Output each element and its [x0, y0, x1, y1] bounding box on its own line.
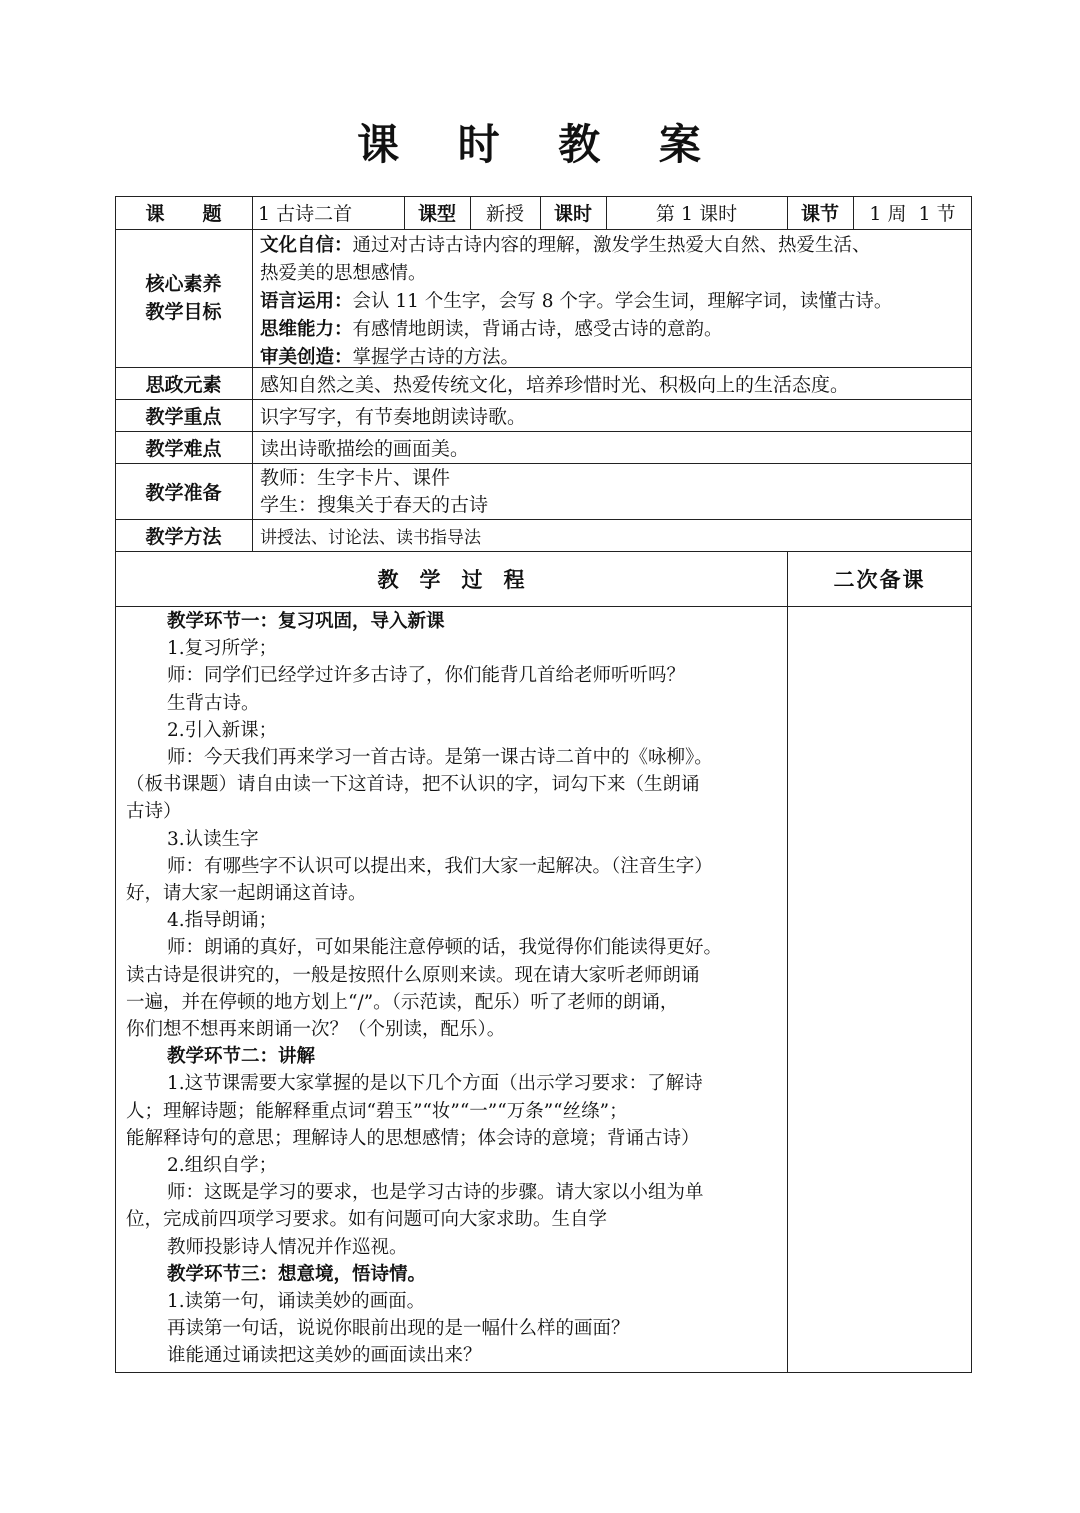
difficulty-label: 教学难点 [145, 437, 222, 460]
process-line: 生背古诗。 [167, 692, 260, 714]
process-body [126, 608, 786, 1370]
period-label: 课时 [553, 203, 592, 225]
process-line: 1.这节课需要大家掌握的是以下几个方面（出示学习要求：了解诗 [167, 1073, 703, 1095]
process-header: 教 学 过 程 [377, 567, 525, 592]
section-label: 课节 [800, 203, 839, 225]
process-line: 1.读第一句，诵读美妙的画面。 [167, 1291, 426, 1313]
topic-value: 1 古诗二首 [258, 203, 353, 225]
core-goals-label [115, 229, 252, 367]
core-goals-label-line1: 核心素养 [145, 273, 222, 295]
row-divider [115, 606, 972, 607]
core-goals-label-line2: 教学目标 [145, 301, 222, 323]
goal-key: 思维能力： [260, 319, 353, 340]
goal-key: 审美创造： [260, 347, 353, 368]
process-line: 师：这既是学习的要求，也是学习古诗的步骤。请大家以小组为单 [167, 1182, 704, 1204]
process-section-heading: 教学环节三：想意境，悟诗情。 [167, 1263, 427, 1285]
process-line: 古诗） [126, 801, 182, 823]
process-line: 1.复习所学； [167, 638, 278, 660]
process-line: 师：同学们已经学过许多古诗了，你们能背几首给老师听听吗？ [167, 665, 686, 687]
process-section-heading: 教学环节一：复习巩固，导入新课 [167, 611, 445, 632]
process-line: 教师投影诗人情况并作巡视。 [167, 1236, 408, 1258]
process-line: 师：今天我们再来学习一首古诗。是第一课古诗二首中的《咏柳》。 [167, 747, 713, 769]
process-line: 谁能通过诵读把这美妙的画面读出来？ [167, 1345, 482, 1367]
process-line: 2.组织自学； [167, 1155, 278, 1177]
process-line: 师：有哪些字不认识可以提出来，我们大家一起解决。（注音生字） [167, 855, 713, 877]
goal-text: 掌握学古诗的方法。 [352, 347, 520, 368]
goal-item [260, 288, 972, 316]
process-line: 你们想不想再来朗诵一次？（个别读，配乐）。 [126, 1019, 506, 1041]
process-line: 再读第一句话，说说你眼前出现的是一幅什么样的画面？ [167, 1318, 630, 1340]
ideology-value: 感知自然之美、热爱传统文化，培养珍惜时光、积极向上的生活态度。 [260, 373, 850, 396]
period-value: 第 1 课时 [655, 203, 738, 225]
column-divider [252, 196, 253, 551]
key-point-label: 教学重点 [145, 405, 222, 428]
goal-text: 通过对古诗古诗内容的理解，激发学生热爱大自然、热爱生活、 [352, 235, 871, 256]
goal-key: 文化自信： [260, 235, 353, 256]
process-line: 位，完成前四项学习要求。如有问题可向大家求助。生自学 [126, 1209, 608, 1231]
section-value: 1 周 1 节 [869, 203, 956, 225]
notes-column[interactable] [789, 608, 970, 1371]
type-value: 新授 [485, 203, 524, 225]
method-label: 教学方法 [145, 525, 222, 548]
goal-item [260, 232, 972, 260]
ideology-label: 思政元素 [145, 373, 222, 396]
process-line: 能解释诗句的意思；理解诗人的思想感情；体会诗的意境；背诵古诗） [126, 1127, 700, 1149]
process-line: 好，请大家一起朗诵这首诗。 [126, 883, 367, 905]
goal-item-continued: 热爱美的思想感情。 [260, 263, 427, 284]
preparation-label: 教学准备 [145, 481, 222, 504]
preparation-teacher: 教师：生字卡片、课件 [260, 467, 451, 489]
process-line: 2.引入新课； [167, 719, 278, 741]
process-line: 读古诗是很讲究的，一般是按照什么原则来读。现在请大家听老师朗诵 [126, 964, 700, 986]
process-line: 一遍，并在停顿的地方划上“/”。（示范读，配乐）听了老师的朗诵， [126, 991, 679, 1013]
difficulty-value: 读出诗歌描绘的画面美。 [260, 437, 470, 460]
goal-key: 语言运用： [260, 291, 353, 312]
goal-text: 会认 11 个生字，会写 8 个字。学会生词，理解字词，读懂古诗。 [352, 291, 893, 312]
process-line: 师：朗诵的真好，可如果能注意停顿的话，我觉得你们能读得更好。 [167, 937, 723, 959]
goal-text: 有感情地朗读，背诵古诗，感受古诗的意韵。 [352, 319, 723, 340]
core-goals-list [260, 232, 972, 372]
topic-label: 课 题 [145, 203, 222, 225]
column-divider [787, 551, 788, 1373]
process-line: 人；理解诗题；能解释重点词“碧玉”“妆”“一”“万条”“丝绦”； [126, 1100, 628, 1122]
process-section-heading: 教学环节二：讲解 [167, 1046, 316, 1068]
process-line: 3.认读生字 [167, 828, 259, 850]
key-point-value: 识字写字，有节奏地朗读诗歌。 [260, 405, 527, 428]
type-label: 课型 [417, 203, 456, 225]
preparation-student: 学生：搜集关于春天的古诗 [260, 494, 489, 516]
method-value: 讲授法、讨论法、读书指导法 [260, 527, 481, 548]
notes-header: 二次备课 [833, 567, 926, 592]
page-title: 课 时 教 案 [357, 120, 723, 169]
process-line: 4.指导朗诵； [167, 910, 278, 932]
process-line: （板书课题）请自由读一下这首诗，把不认识的字，词勾下来（生朗诵 [126, 774, 700, 796]
goal-item [260, 316, 972, 344]
